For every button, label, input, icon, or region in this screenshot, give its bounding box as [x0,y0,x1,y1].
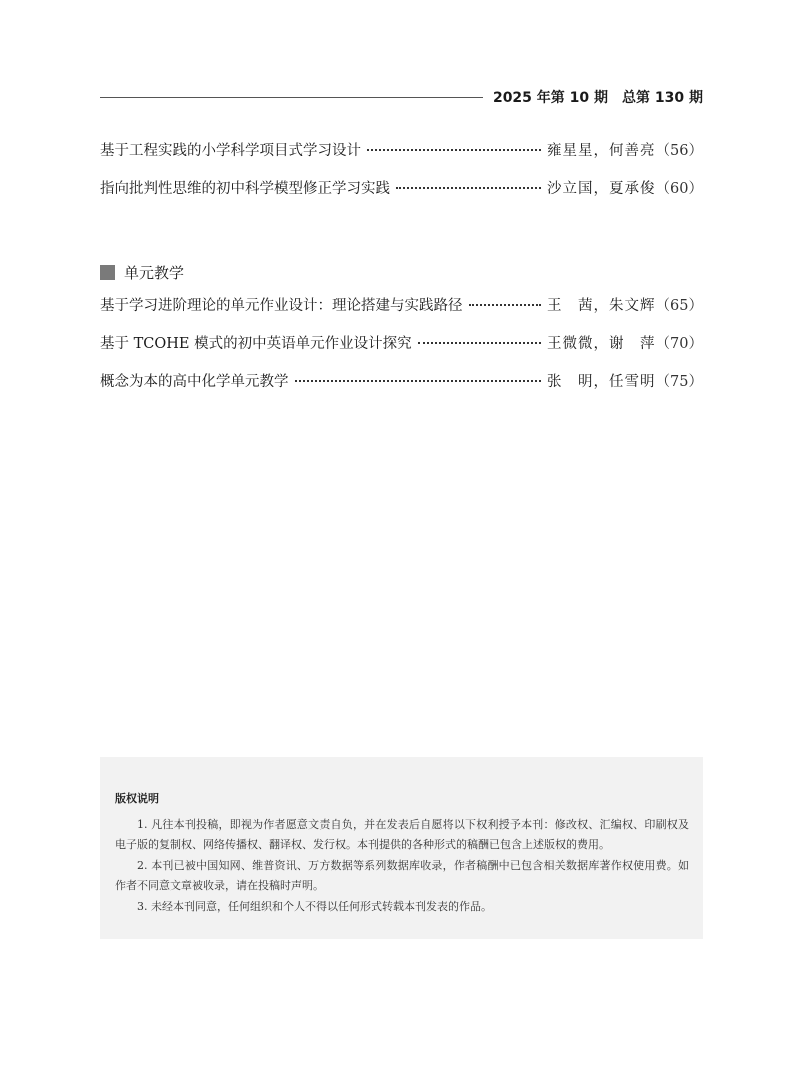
dot-leader [469,304,542,306]
copyright-title: 版权说明 [115,792,159,805]
copyright-item: 1. 凡往本刊投稿，即视为作者愿意文责自负，并在发表后自愿将以下权利授予本刊：修改权、汇编权、印刷权及电子版的复制权、网络传播权、翻译权、发行权。本刊提供的各种形式的稿酬已包含上述版权的费用。 [115,817,689,851]
toc-entry-authors: 雍星星，何善亮 [547,143,656,159]
dot-leader [418,342,541,344]
copyright-item: 3. 未经本刊同意，任何组织和个人不得以任何形式转载本刊发表的作品。 [137,899,492,913]
toc-entry-title: 基于学习进阶理论的单元作业设计：理论搭建与实践路径 [100,298,463,314]
running-header [100,86,703,108]
toc-entry-authors: 王微微，谢 萍 [547,336,656,352]
dot-leader [367,149,541,151]
copyright-notice [100,757,703,939]
toc-entry-title: 概念为本的高中化学单元教学 [100,374,289,390]
header-rule [100,97,483,98]
toc-entry-page: （60） [655,181,703,197]
dot-leader [295,380,542,382]
toc-entry-page: （56） [655,143,703,159]
toc-entry-page: （65） [655,298,703,314]
toc-entry[interactable] [100,139,703,177]
toc-entry[interactable] [100,294,703,332]
toc-entry-page: （70） [655,336,703,352]
toc-entry[interactable] [100,332,703,370]
toc-list-section [100,294,703,408]
toc-list-top [100,139,703,215]
section-label: 单元教学 [124,264,185,282]
copyright-item: 2. 本刊已被中国知网、维普资讯、万方数据等系列数据库收录，作者稿酬中已包含相关数据库著作权使用费。如作者不同意文章被收录，请在投稿时声明。 [115,858,689,892]
section-square-icon [100,265,115,280]
toc-entry-title: 基于工程实践的小学科学项目式学习设计 [100,143,361,159]
issue-number: 2025 年第 10 期 总第 130 期 [492,90,703,106]
toc-entry-authors: 沙立国，夏承俊 [547,181,656,197]
toc-entry-authors: 张 明，任雪明 [547,374,656,390]
toc-entry-authors: 王 茜，朱文辉 [547,298,656,314]
dot-leader [396,187,541,189]
section-heading [100,262,184,283]
toc-entry-title: 基于 TCOHE 模式的初中英语单元作业设计探究 [100,336,412,352]
toc-entry-title: 指向批判性思维的初中科学模型修正学习实践 [100,181,390,197]
toc-entry[interactable] [100,177,703,215]
toc-entry[interactable] [100,370,703,408]
toc-entry-page: （75） [655,374,703,390]
